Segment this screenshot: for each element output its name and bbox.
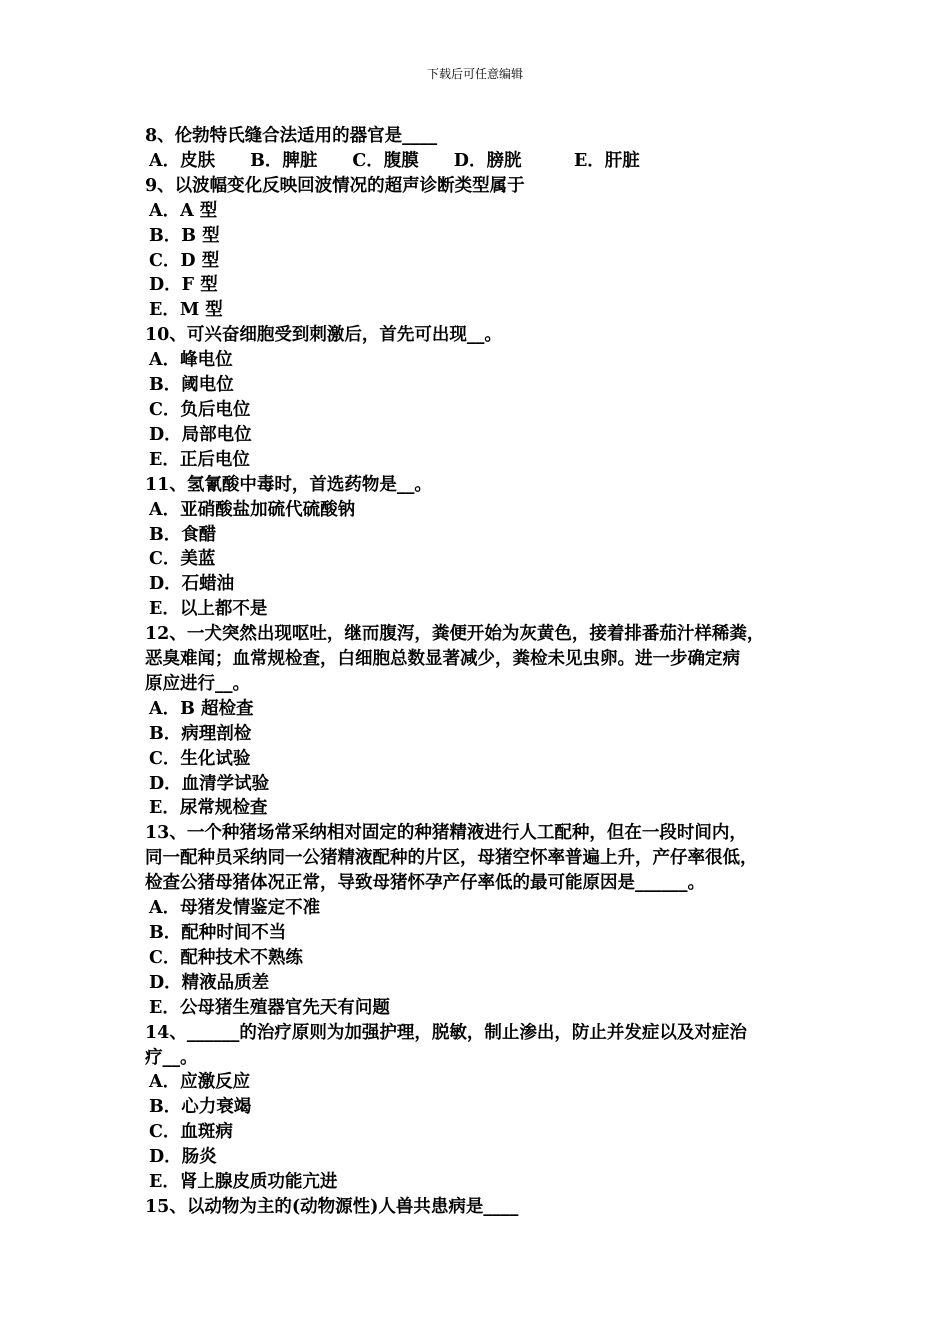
option-d: D．局部电位 xyxy=(149,424,252,445)
option-c: C．配种技术不熟练 xyxy=(149,947,303,968)
option-b: B．食醋 xyxy=(149,524,217,545)
option-d: D．血清学试验 xyxy=(149,773,270,794)
question-stem: 10、可兴奋细胞受到刺激后，首先可出现__。 xyxy=(145,325,502,346)
option-c: C．生化试验 xyxy=(149,748,251,769)
option-c: C．美蓝 xyxy=(149,549,216,570)
question-stem: 8、伦勃特氏缝合法适用的器官是____ xyxy=(145,126,438,146)
question-stem-line: 恶臭难闻；血常规检查，白细胞总数显著减少，粪检未见虫卵。进一步确定病 xyxy=(145,649,740,670)
question-stem-line: 疗__。 xyxy=(145,1047,198,1068)
option-e: E．公母猪生殖器官先天有问题 xyxy=(149,997,390,1018)
option-e: E．M 型 xyxy=(149,300,223,321)
option-c: C．血斑病 xyxy=(149,1122,233,1143)
option-e: E．尿常规检查 xyxy=(149,798,268,819)
question-stem: 11、氢氰酸中毒时，首选药物是__。 xyxy=(145,474,432,495)
option-b: B．心力衰竭 xyxy=(149,1097,252,1118)
option-b: B．配种时间不当 xyxy=(149,923,287,943)
page-header: 下载后可任意编辑 xyxy=(426,67,523,81)
question-stem-line: 同一配种员采纳同一公猪精液配种的片区，母猪空怀率普遍上升，产仔率很低， xyxy=(145,848,758,869)
option-e: E．肾上腺皮质功能亢进 xyxy=(149,1172,338,1193)
option-c: C．D 型 xyxy=(149,250,220,271)
option-b: B．B 型 xyxy=(149,225,220,246)
option-d: D．石蜡油 xyxy=(149,574,235,595)
question-stem: 9、以波幅变化反映回波情况的超声诊断类型属于 xyxy=(145,175,525,196)
option-a: A．亚硝酸盐加硫代硫酸钠 xyxy=(149,499,356,520)
option-a: A．母猪发情鉴定不准 xyxy=(149,898,321,919)
question-list xyxy=(145,124,825,1220)
option-e: E．正后电位 xyxy=(149,449,250,470)
question-stem-line: 13、一个种猪场常采纳相对固定的种猪精液进行人工配种，但在一段时间内， xyxy=(145,823,747,844)
option-a: A．应激反应 xyxy=(149,1072,251,1093)
question-stem-line: 12、一犬突然出现呕吐，继而腹泻，粪便开始为灰黄色，接着排番茄汁样稀粪， xyxy=(145,624,765,645)
option-a: A．A 型 xyxy=(149,200,218,221)
option-e: E．以上都不是 xyxy=(149,599,268,620)
option-c: C．负后电位 xyxy=(149,399,251,420)
question-stem-line: 检查公猪母猪体况正常，导致母猪怀孕产仔率低的最可能原因是______。 xyxy=(145,873,705,894)
question-stem: 15、以动物为主的(动物源性)人兽共患病是____ xyxy=(145,1196,519,1217)
option-d: D．精液品质差 xyxy=(149,972,270,993)
option-d: D．F 型 xyxy=(149,275,218,296)
option-b: B．阈电位 xyxy=(149,375,234,396)
option-d: D．肠炎 xyxy=(149,1147,217,1168)
question-options-inline: A．皮肤 B．脾脏 C．腹膜 D．膀胱 E．肝脏 xyxy=(149,150,640,171)
option-b: B．病理剖检 xyxy=(149,723,252,744)
option-a: A．B 超检查 xyxy=(149,698,254,719)
option-a: A．峰电位 xyxy=(149,350,233,371)
question-stem-line: 原应进行__。 xyxy=(145,673,250,694)
question-stem-line: 14、______的治疗原则为加强护理，脱敏，制止渗出，防止并发症以及对症治 xyxy=(145,1022,747,1043)
